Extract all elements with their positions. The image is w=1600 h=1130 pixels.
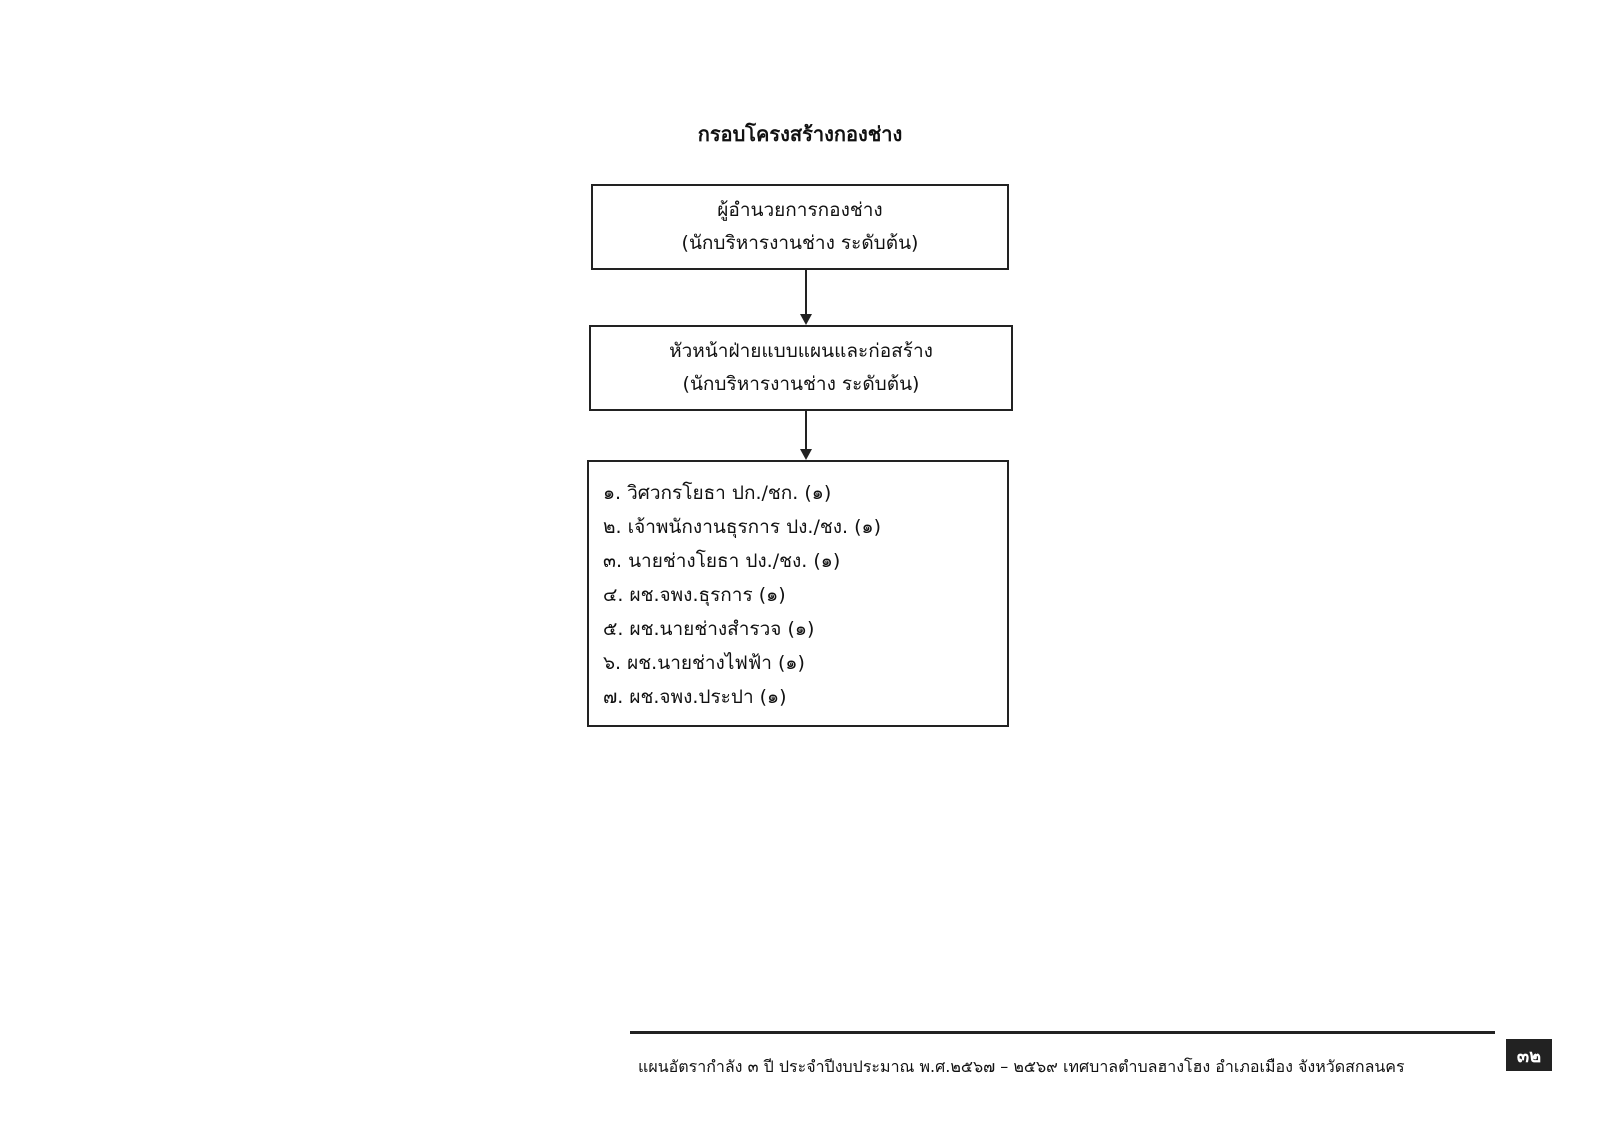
director-level: (นักบริหารงานช่าง ระดับต้น) bbox=[681, 232, 919, 254]
section-head-level: (นักบริหารงานช่าง ระดับต้น) bbox=[682, 373, 920, 395]
staff-item: ๑. วิศวกรโยธา ปก./ชก. (๑) bbox=[603, 482, 832, 504]
staff-item: ๕. ผช.นายช่างสำรวจ (๑) bbox=[603, 618, 815, 640]
connector-line-director-to-head bbox=[805, 270, 807, 316]
staff-item: ๖. ผช.นายช่างไฟฟ้า (๑) bbox=[603, 652, 805, 674]
staff-item: ๓. นายช่างโยธา ปง./ชง. (๑) bbox=[603, 550, 841, 572]
staff-item: ๒. เจ้าพนักงานธุรการ ปง./ชง. (๑) bbox=[603, 516, 881, 538]
section-head-title: หัวหน้าฝ่ายแบบแผนและก่อสร้าง bbox=[669, 340, 933, 362]
footer-divider bbox=[630, 1031, 1495, 1034]
page-number-badge: ๓๒ bbox=[1506, 1039, 1552, 1071]
arrow-down-icon bbox=[800, 449, 812, 460]
director-title: ผู้อำนวยการกองช่าง bbox=[717, 199, 883, 221]
section-head-box bbox=[589, 325, 1013, 411]
connector-line-head-to-staff bbox=[805, 411, 807, 451]
staff-item: ๗. ผช.จพง.ประปา (๑) bbox=[603, 686, 787, 708]
arrow-down-icon bbox=[800, 314, 812, 325]
staff-item: ๔. ผช.จพง.ธุรการ (๑) bbox=[603, 584, 786, 606]
chart-title: กรอบโครงสร้างกองช่าง bbox=[697, 122, 903, 146]
director-box bbox=[591, 184, 1009, 270]
staff-box bbox=[587, 460, 1009, 727]
footer-caption: แผนอัตรากำลัง ๓ ปี ประจำปีงบประมาณ พ.ศ.๒๕๖๗ – ๒๕๖๙ เทศบาลตำบลฮางโฮง อำเภอเมือง จังหวัดสกลนคร bbox=[638, 1057, 1405, 1076]
